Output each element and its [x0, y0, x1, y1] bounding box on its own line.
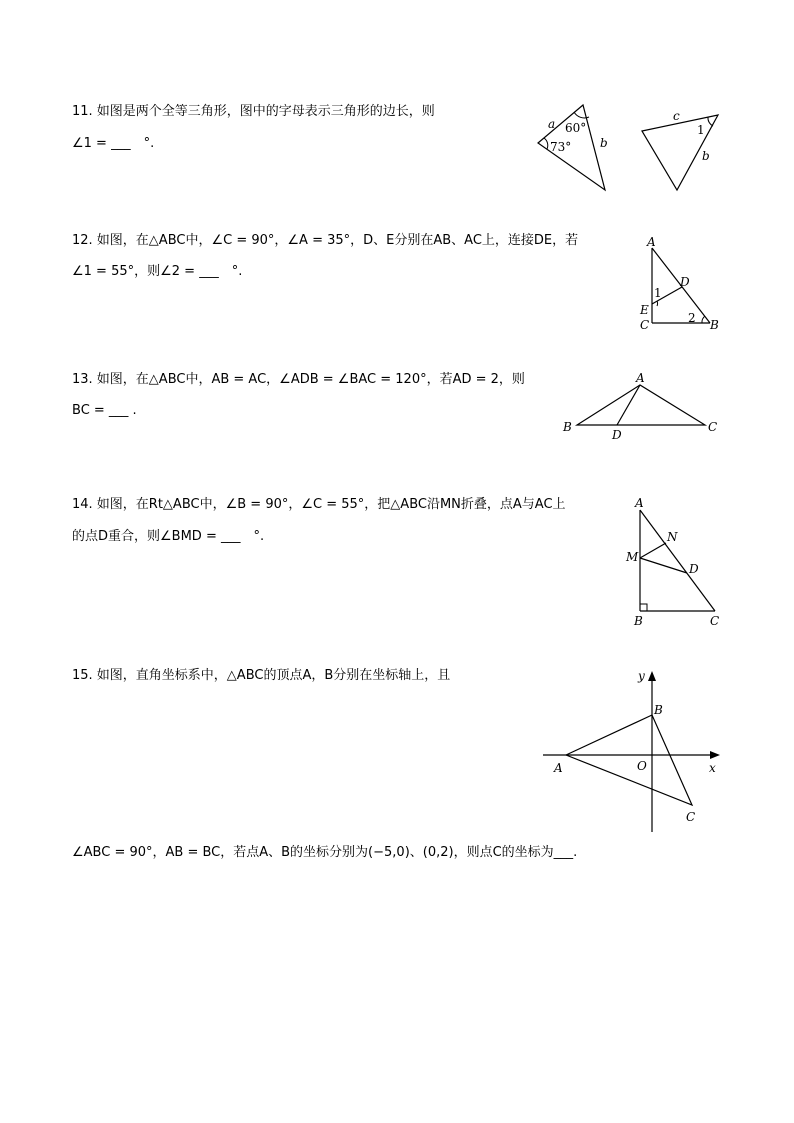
q15-label-C: C — [686, 810, 696, 824]
q14-label-C: C — [710, 614, 720, 628]
q11-label-c: c — [673, 109, 680, 123]
q11-text-line2: ∠1 = ___ °. — [72, 136, 155, 151]
q15-label-O: O — [637, 759, 647, 773]
q15-figure — [538, 664, 728, 836]
q15-text-line1: 15. 如图，直角坐标系中，△ABC的顶点A，B分别在坐标轴上，且 — [72, 668, 451, 683]
q12-label-B: B — [710, 318, 719, 332]
q11-figure — [530, 95, 730, 200]
q14-label-N: N — [667, 530, 678, 544]
q13-text-line1: 13. 如图，在△ABC中，AB = AC，∠ADB = ∠BAC = 120°，若AD = 2，则 — [72, 372, 525, 387]
q11-label-b-right: b — [702, 149, 710, 163]
q12-figure — [630, 230, 730, 335]
q11-label-a: a — [548, 117, 556, 131]
q13-label-C: C — [708, 420, 718, 434]
q14-label-M: M — [626, 550, 639, 564]
q14-label-A: A — [635, 496, 644, 510]
q13-text-line2: BC = ___ . — [72, 403, 137, 418]
q11-label-60: 60° — [565, 121, 587, 135]
q11-label-b-left: b — [600, 136, 608, 150]
q15-x-arrow — [710, 751, 720, 759]
q15-label-A: A — [554, 761, 563, 775]
q12-label-A: A — [647, 235, 656, 249]
q14-text-line2: 的点D重合，则∠BMD = ___ °. — [72, 529, 265, 544]
q15-triangle — [566, 715, 692, 805]
q13-label-D: D — [612, 428, 622, 442]
q11-label-73: 73° — [550, 140, 572, 154]
q12-label-E: E — [640, 303, 649, 317]
q12-label-2: 2 — [688, 311, 696, 325]
q15-text-line2: ∠ABC = 90°，AB = BC，若点A、B的坐标分别为(−5,0)、(0,2)，则点C的坐标为___. — [72, 845, 578, 860]
q11-top-angle-arc — [574, 112, 589, 118]
q14-label-B: B — [634, 614, 643, 628]
q15-y-arrow — [648, 671, 656, 681]
q14-text-line1: 14. 如图，在Rt△ABC中，∠B = 90°，∠C = 55°，把△ABC沿MN折叠，点A与AC上 — [72, 497, 566, 512]
q15-label-x: x — [709, 761, 716, 775]
q12-label-C: C — [640, 318, 650, 332]
q15-label-y: y — [638, 669, 645, 683]
q12-text-line2: ∠1 = 55°，则∠2 = ___ °. — [72, 264, 243, 279]
q14-label-D: D — [689, 562, 699, 576]
q11-label-1: 1 — [697, 123, 705, 137]
q12-label-D: D — [680, 275, 690, 289]
q14-figure — [620, 490, 730, 630]
q13-label-A: A — [636, 371, 645, 385]
q12-label-1: 1 — [654, 286, 662, 300]
q12-text-line1: 12. 如图，在△ABC中，∠C = 90°，∠A = 35°，D、E分别在AB、AC上，连接DE，若 — [72, 233, 579, 248]
q15-label-B: B — [654, 703, 663, 717]
q11-text-line1: 11. 如图是两个全等三角形，图中的字母表示三角形的边长，则 — [72, 104, 435, 119]
q13-figure — [555, 365, 730, 445]
q13-label-B: B — [563, 420, 572, 434]
